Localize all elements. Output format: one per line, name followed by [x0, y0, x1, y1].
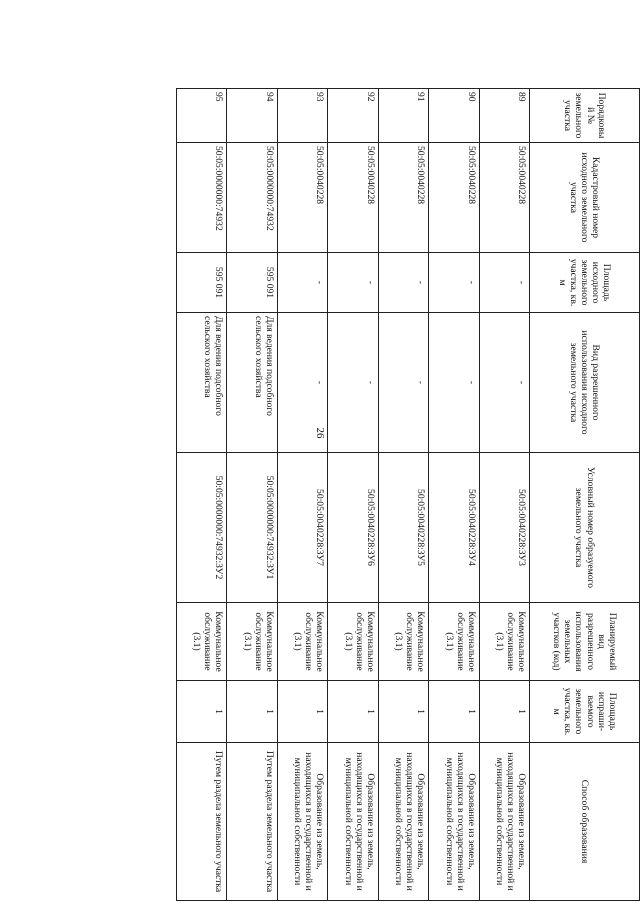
- source-cadastral-number-cell: 50:05:0040228: [378, 143, 428, 253]
- conditional-number-cell: 50:05:0040228:ЗУ4: [429, 453, 479, 603]
- conditional-number-cell: 50:05:0040228:ЗУ6: [328, 453, 378, 603]
- source-permitted-use-cell: -: [429, 313, 479, 453]
- row-number-cell: 93: [277, 89, 327, 143]
- header-cell: Условный номер образуемого земельного участка: [530, 453, 640, 603]
- requested-area-cell: 1: [177, 681, 227, 743]
- source-area-cell: 595 091: [227, 253, 277, 313]
- header-cell: Способ образования: [530, 743, 640, 901]
- source-permitted-use-cell: -: [277, 313, 327, 453]
- source-permitted-use-cell: Для ведения подсобного сельского хозяйства: [177, 313, 227, 453]
- planned-use-cell: Коммунальное обслуживание (3.1): [227, 603, 277, 681]
- conditional-number-cell: 50:05:0000000:74932:ЗУ2: [177, 453, 227, 603]
- conditional-number-cell: 50:05:0040228:ЗУ3: [479, 453, 529, 603]
- requested-area-cell: 1: [479, 681, 529, 743]
- planned-use-cell: Коммунальное обслуживание (3.1): [429, 603, 479, 681]
- page-number: 26: [314, 427, 326, 439]
- header-cell: Вид разрешенного использования исходного земельного участка: [530, 313, 640, 453]
- row-number-cell: 94: [227, 89, 277, 143]
- requested-area-cell: 1: [227, 681, 277, 743]
- table-row: [429, 89, 479, 901]
- source-permitted-use-cell: -: [479, 313, 529, 453]
- source-cadastral-number-cell: 50:05:0000000:74932: [227, 143, 277, 253]
- formation-method-cell: Образование из земель, находящихся в государственной и муниципальной собственности: [378, 743, 428, 901]
- requested-area-cell: 1: [378, 681, 428, 743]
- row-number-cell: 91: [378, 89, 428, 143]
- formation-method-cell: Образование из земель, находящихся в государственной и муниципальной собственности: [479, 743, 529, 901]
- requested-area-cell: 1: [277, 681, 327, 743]
- table-row: [328, 89, 378, 901]
- header-cell: Кадастровый номер исходного земельного участка: [530, 143, 640, 253]
- header-cell: Планируемый вид разрешенного использования земельных участков (код): [530, 603, 640, 681]
- table-header-row: [530, 89, 640, 901]
- table-row: [479, 89, 529, 901]
- row-number-cell: 89: [479, 89, 529, 143]
- source-permitted-use-cell: Для ведения подсобного сельского хозяйства: [227, 313, 277, 453]
- source-cadastral-number-cell: 50:05:0040228: [328, 143, 378, 253]
- table-row: [277, 89, 327, 901]
- row-number-cell: 95: [177, 89, 227, 143]
- conditional-number-cell: 50:05:0000000:74932:ЗУ1: [227, 453, 277, 603]
- formation-method-cell: Образование из земель, находящихся в государственной и муниципальной собственности: [429, 743, 479, 901]
- source-permitted-use-cell: -: [328, 313, 378, 453]
- header-cell: Площадь исходного земельного участка, кв. м: [530, 253, 640, 313]
- formation-method-cell: Путем раздела земельного участка: [177, 743, 227, 901]
- planned-use-cell: Коммунальное обслуживание (3.1): [378, 603, 428, 681]
- row-number-cell: 92: [328, 89, 378, 143]
- land-plots-table: [176, 88, 640, 901]
- source-area-cell: -: [479, 253, 529, 313]
- formation-method-cell: Образование из земель, находящихся в государственной и муниципальной собственности: [277, 743, 327, 901]
- conditional-number-cell: 50:05:0040228:ЗУ5: [378, 453, 428, 603]
- source-area-cell: -: [429, 253, 479, 313]
- conditional-number-cell: 50:05:0040228:ЗУ7: [277, 453, 327, 603]
- planned-use-cell: Коммунальное обслуживание (3.1): [177, 603, 227, 681]
- planned-use-cell: Коммунальное обслуживание (3.1): [277, 603, 327, 681]
- header-cell: Площадь испраши-ваемого земельного участка, кв. м: [530, 681, 640, 743]
- requested-area-cell: 1: [328, 681, 378, 743]
- source-area-cell: -: [378, 253, 428, 313]
- table-row: [227, 89, 277, 901]
- formation-method-cell: Образование из земель, находящихся в государственной и муниципальной собственности: [328, 743, 378, 901]
- header-cell: Порядковый № земельного участка: [530, 89, 640, 143]
- source-cadastral-number-cell: 50:05:0000000:74932: [177, 143, 227, 253]
- source-area-cell: -: [328, 253, 378, 313]
- planned-use-cell: Коммунальное обслуживание (3.1): [328, 603, 378, 681]
- formation-method-cell: Путем раздела земельного участка: [227, 743, 277, 901]
- table-row: [177, 89, 227, 901]
- source-cadastral-number-cell: 50:05:0040228: [479, 143, 529, 253]
- source-area-cell: -: [277, 253, 327, 313]
- row-number-cell: 90: [429, 89, 479, 143]
- source-cadastral-number-cell: 50:05:0040228: [429, 143, 479, 253]
- table-row: [378, 89, 428, 901]
- rotated-table-container: [176, 88, 640, 900]
- planned-use-cell: Коммунальное обслуживание (3.1): [479, 603, 529, 681]
- source-area-cell: 595 091: [177, 253, 227, 313]
- source-cadastral-number-cell: 50:05:0040228: [277, 143, 327, 253]
- source-permitted-use-cell: -: [378, 313, 428, 453]
- requested-area-cell: 1: [429, 681, 479, 743]
